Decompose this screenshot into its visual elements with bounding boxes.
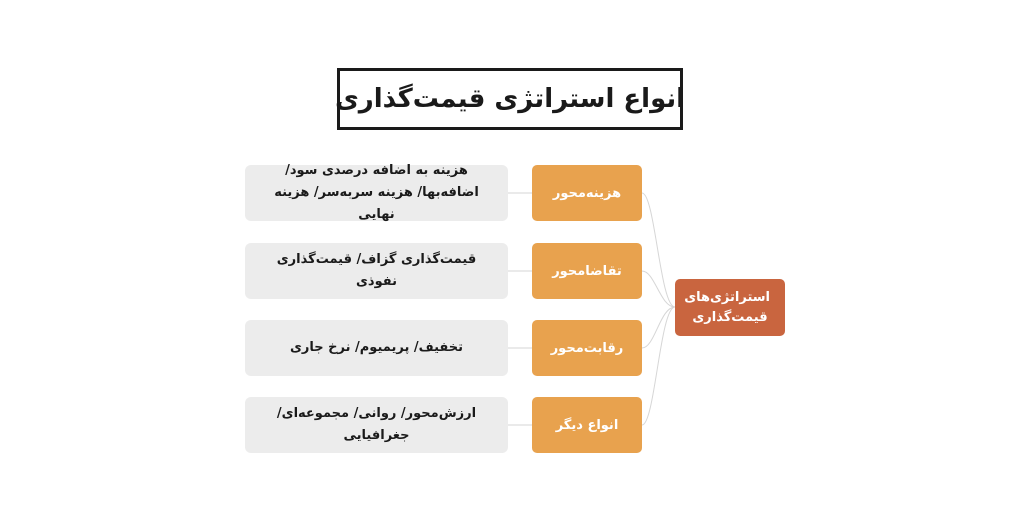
category-label: رقابت‌محور: [550, 340, 624, 356]
category-node-demand-based: [532, 243, 642, 299]
category-node-other-types: [532, 397, 642, 453]
category-label: هزینه‌محور: [552, 185, 622, 201]
detail-node-cost-based: [245, 165, 508, 221]
connector-line: [642, 307, 675, 425]
diagram-title: انواع استراتژی قیمت‌گذاری: [334, 84, 686, 114]
category-label: تقاضامحور: [552, 263, 622, 279]
connector-line: [642, 307, 675, 348]
root-label-line: قیمت‌گذاری: [692, 309, 768, 325]
detail-label: تخفیف/ پریمیوم/ نرخ جاری: [289, 340, 463, 355]
detail-label: قیمت‌گذاری گزاف/ قیمت‌گذاری نفوذی: [276, 252, 477, 289]
detail-label: ارزش‌محور/ روانی/ مجموعه‌ای/ جغرافیایی: [276, 406, 477, 443]
detail-node-demand-based: [245, 243, 508, 299]
detail-node-competition-based: [245, 320, 508, 376]
detail-label: هزینه به اضافه درصدی سود/ اضافه‌بها/ هزینه سربه‌سر/ هزینه نهایی: [274, 163, 479, 222]
detail-node-other-types: [245, 397, 508, 453]
category-node-competition-based: [532, 320, 642, 376]
category-label: انواع دیگر: [555, 417, 619, 433]
root-node-label: [684, 288, 770, 328]
root-node: [675, 279, 785, 336]
root-label-line: استراتژی‌های: [684, 289, 770, 305]
category-node-cost-based: [532, 165, 642, 221]
